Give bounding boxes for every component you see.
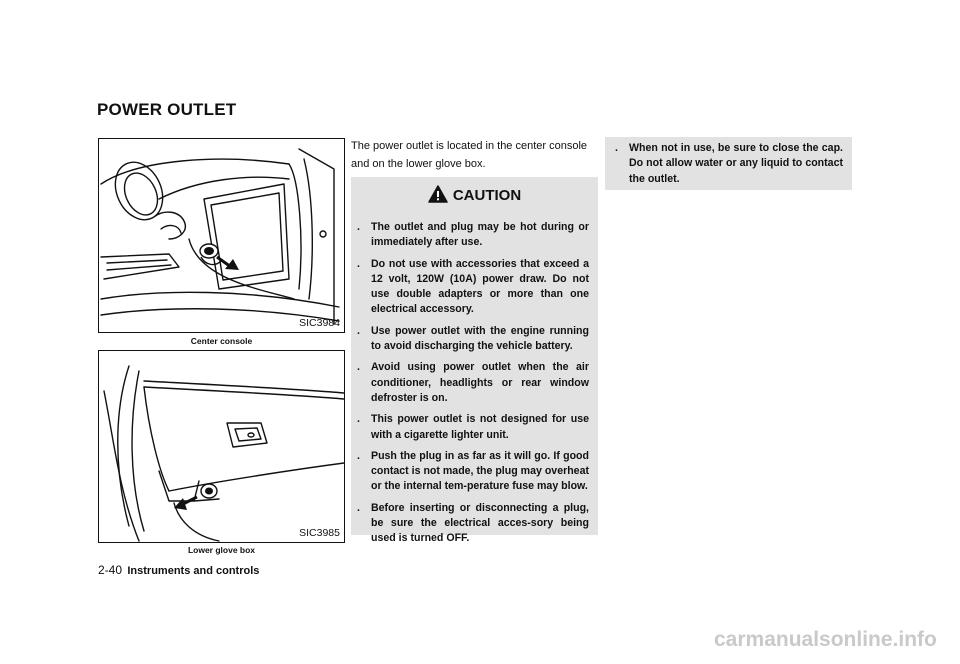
figure-lower-glove-box <box>98 350 345 543</box>
caution-item-text: Push the plug in as far as it will go. If good contact is not made, the plug may overheat or the internal tem-perature fuse may blow. <box>371 449 589 493</box>
caution-item <box>615 141 843 187</box>
figure-code: SIC3985 <box>299 527 340 539</box>
bullet: . <box>615 142 618 154</box>
bullet: . <box>357 501 360 514</box>
warning-triangle-icon <box>428 185 448 207</box>
caution-item-text: This power outlet is not designed for use with a cigarette lighter unit. <box>371 413 589 441</box>
caution-heading <box>351 185 598 207</box>
caution-item <box>357 257 589 318</box>
center-console-illustration <box>99 139 344 332</box>
page-footer <box>98 563 259 577</box>
caution-item <box>357 501 589 547</box>
caution-box-continued <box>605 137 852 190</box>
bullet: . <box>357 449 360 462</box>
caution-item <box>357 324 589 355</box>
caution-item-text: Do not use with accessories that exceed a 12 volt, 120W (10A) power draw. Do not use double adapters or more than one electrical accessory. <box>371 257 589 316</box>
caution-item-text: Before inserting or disconnecting a plug, be sure the electrical acces-sory being used is turned OFF. <box>371 501 589 545</box>
section-title: POWER OUTLET <box>97 100 237 119</box>
caution-item <box>357 412 589 443</box>
caution-item <box>357 220 589 251</box>
figure-caption: Center console <box>190 336 253 346</box>
caution-list <box>357 220 589 553</box>
caution-item-text: The outlet and plug may be hot during or immediately after use. <box>371 221 589 249</box>
caution-box <box>351 177 598 545</box>
chapter-title: Instruments and controls <box>127 565 260 577</box>
watermark: carmanualsonline.info <box>714 628 937 651</box>
caution-item-text: Use power outlet with the engine running to avoid discharging the vehicle battery. <box>371 324 589 353</box>
bullet: . <box>357 221 360 233</box>
figure-caption: Lower glove box <box>187 545 256 555</box>
page-number: 2-40 <box>98 563 123 577</box>
caution-item-text: Avoid using power outlet when the air conditioner, headlights or rear window defroster is on. <box>371 361 589 404</box>
caution-heading-text: CAUTION <box>452 187 522 204</box>
figure-code: SIC3984 <box>299 317 340 329</box>
bullet: . <box>357 324 360 337</box>
caution-list-continued <box>615 141 843 193</box>
bullet: . <box>357 361 360 374</box>
caution-item <box>357 449 589 495</box>
glove-box-illustration <box>99 351 344 542</box>
figure-center-console <box>98 138 345 333</box>
bullet: . <box>357 413 360 426</box>
caution-item-text: When not in use, be sure to close the cap. Do not allow water or any liquid to contact the outlet. <box>629 142 843 185</box>
intro-paragraph: The power outlet is located in the center console and on the lower glove box. <box>351 140 588 170</box>
bullet: . <box>357 257 360 270</box>
caution-item <box>357 360 589 406</box>
